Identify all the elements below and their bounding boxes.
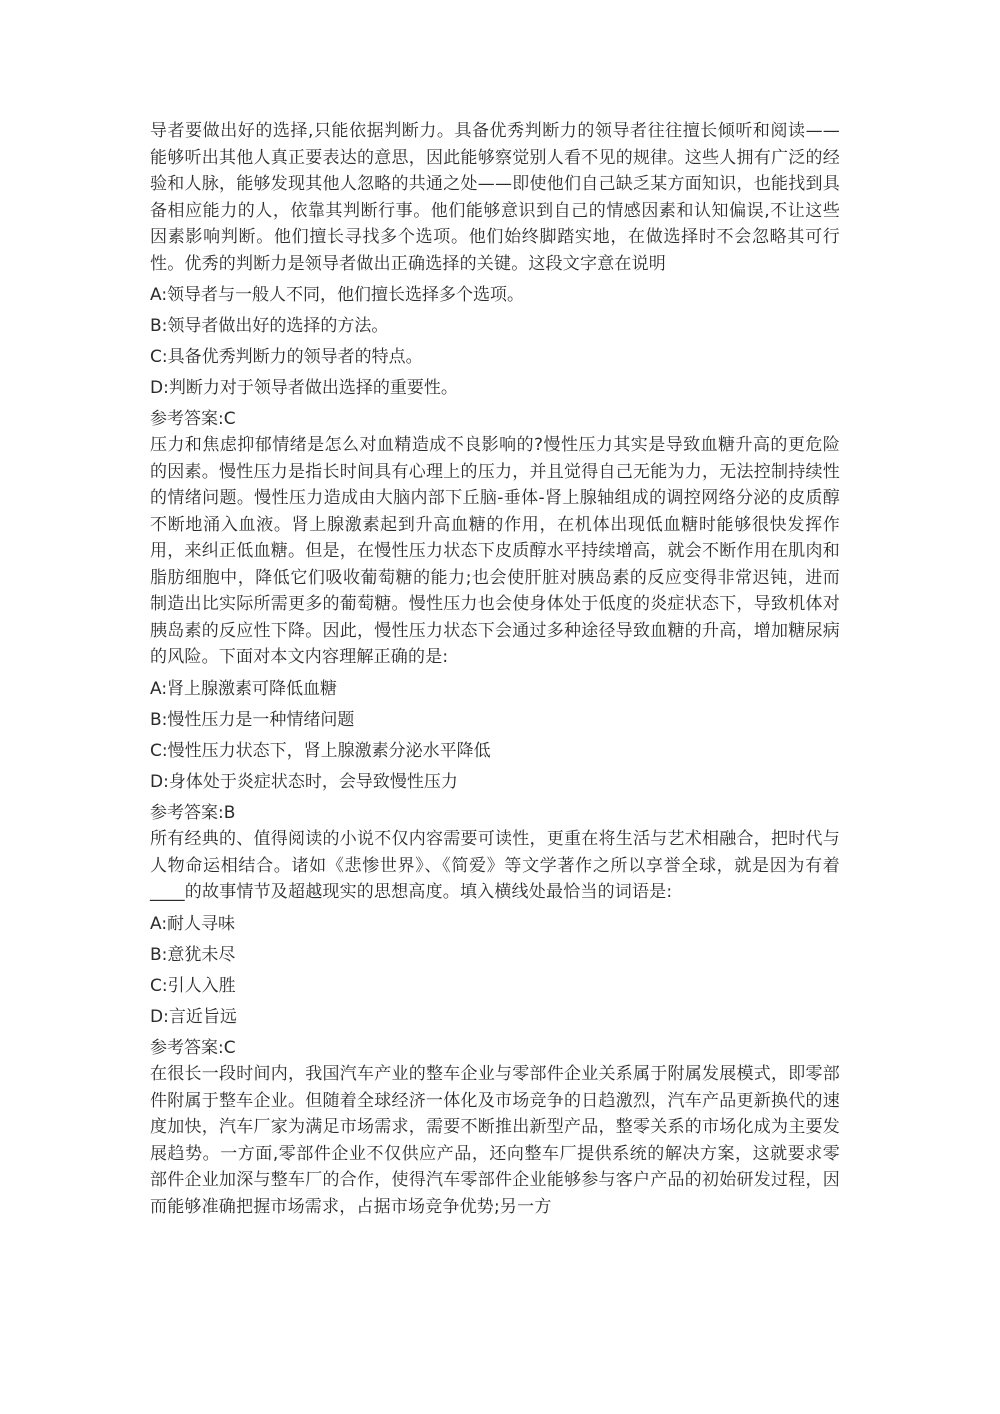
option-d: D:身体处于炎症状态时，会导致慢性压力 <box>150 771 458 792</box>
option-b: B:领导者做出好的选择的方法。 <box>150 315 389 336</box>
option-a: A:肾上腺激素可降低血糖 <box>150 678 338 699</box>
option-c: C:慢性压力状态下，肾上腺激素分泌水平降低 <box>150 740 491 761</box>
option-c: C:具备优秀判断力的领导者的特点。 <box>150 346 423 367</box>
question-stem: 导者要做出好的选择,只能依据判断力。具备优秀判断力的领导者往往擅长倾听和阅读——能够听出其他人真正要表达的意思，因此能够察觉别人看不见的规律。这些人拥有广泛的经验和人脉，能够发现其他人忽略的共通之处——即使他们自己缺乏某方面知识，也能找到具备相应能力的人，依靠其判断行事。他们能够意识到自己的情感因素和认知偏误,不让这些因素影响判断。他们擅长寻找多个选项。他们始终脚踏实地，在做选择时不会忽略其可行性。优秀的判断力是领导者做出正确选择的关键。这段文字意在说明 <box>150 121 840 274</box>
question-2 <box>150 432 840 826</box>
option-c: C:引人入胜 <box>150 975 236 996</box>
reference-answer: 参考答案:B <box>150 802 236 823</box>
question-1 <box>150 118 840 432</box>
option-b: B:慢性压力是一种情绪问题 <box>150 709 355 730</box>
option-a: A:耐人寻味 <box>150 913 236 934</box>
reference-answer: 参考答案:C <box>150 1037 236 1058</box>
reference-answer: 参考答案:C <box>150 408 236 429</box>
option-b: B:意犹未尽 <box>150 944 236 965</box>
option-d: D:言近旨远 <box>150 1006 237 1027</box>
question-stem: 在很长一段时间内，我国汽车产业的整车企业与零部件企业关系属于附属发展模式，即零部件附属于整车企业。但随着全球经济一体化及市场竞争的日趋激烈，汽车产品更新换代的速度加快，汽车厂家为满足市场需求，需要不断推出新型产品，整零关系的市场化成为主要发展趋势。一方面,零部件企业不仅供应产品，还向整车厂提供系统的解决方案，这就要求零部件企业加深与整车厂的合作，使得汽车零部件企业能够参与客户产品的初始研发过程，因而能够准确把握市场需求，占据市场竞争优势;另一方 <box>150 1064 840 1217</box>
document-page <box>150 118 840 1220</box>
question-4 <box>150 1061 840 1220</box>
question-3 <box>150 826 840 1061</box>
option-d: D:判断力对于领导者做出选择的重要性。 <box>150 377 458 398</box>
question-stem: 所有经典的、值得阅读的小说不仅内容需要可读性，更重在将生活与艺术相融合，把时代与人物命运相结合。诸如《悲惨世界》、《简爱》等文学著作之所以享誉全球，就是因为有着____的故事情节及超越现实的思想高度。填入横线处最恰当的词语是: <box>150 829 840 903</box>
question-stem: 压力和焦虑抑郁情绪是怎么对血精造成不良影响的?慢性压力其实是导致血糖升高的更危险的因素。慢性压力是指长时间具有心理上的压力，并且觉得自己无能为力，无法控制持续性的情绪问题。慢性压力造成由大脑内部下丘脑-垂体-肾上腺轴组成的调控网络分泌的皮质醇不断地涌入血液。肾上腺激素起到升高血糖的作用，在机体出现低血糖时能够很快发挥作用，来纠正低血糖。但是，在慢性压力状态下皮质醇水平持续增高，就会不断作用在肌肉和脂肪细胞中，降低它们吸收葡萄糖的能力;也会使肝脏对胰岛素的反应变得非常迟钝，进而制造出比实际所需更多的葡萄糖。慢性压力也会使身体处于低度的炎症状态下，导致机体对胰岛素的反应性下降。因此，慢性压力状态下会通过多种途径导致血糖的升高，增加糖尿病的风险。下面对本文内容理解正确的是: <box>150 435 840 668</box>
option-a: A:领导者与一般人不同，他们擅长选择多个选项。 <box>150 284 525 305</box>
